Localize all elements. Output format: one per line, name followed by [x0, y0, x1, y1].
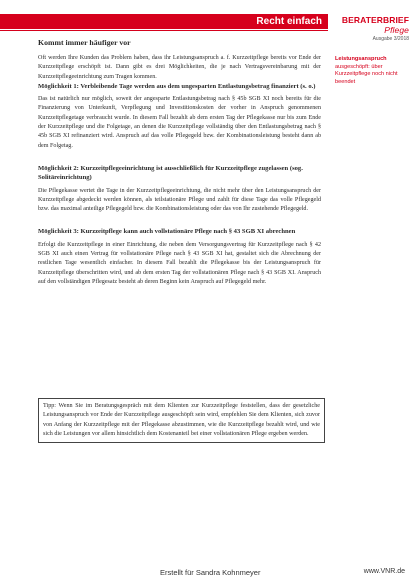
sidebar-note-title: Leistungsanspruch — [335, 56, 387, 62]
section-label: Recht einfach — [256, 16, 322, 27]
option-title: Möglichkeit 3: Kurzzeitpflege kann auch vollstationäre Pflege nach § 43 SGB XI abrechnen — [38, 228, 296, 236]
article-body — [38, 38, 321, 300]
publication-brand — [333, 15, 409, 42]
page-footer — [0, 568, 413, 580]
option-text: Die Pflegekasse wertet die Tage in der Kurzzeitpflegeeinrichtung, die nicht mehr über den Leistungsanspruch der Kurzzeitpflege abgedeckt werden können, als teilstationäre Pflege und zahlt für diese Tage das volle Pflegegeld bzw. das maximal anteilige Pflegegeld bzw. die Kombinationsleistung oder das von Ihr zustehende Pflegegeld. — [38, 187, 321, 213]
sidebar-note — [335, 56, 407, 86]
option-title: Möglichkeit 2: Kurzzeitpflegeeinrichtung ist ausschließlich für Kurzzeitpflege zugelassen (sog. Solitäreinrichtung) — [38, 164, 303, 182]
tip-box: Tipp: Wenn Sie im Beratungsgespräch mit dem Klienten zur Kurzzeitpflege feststellen, dass der gesetzliche Leistungsanspruch vor Ende der Kurzzeitpflege ausgeschöpft sein wird, empfehlen Sie dem Klienten, sich zuvor von Anfang der Kurzzeitpflege mit der Pflegekasse abzustimmen, wie die Kurzzeitpflege bezahlt wird, und wie sich die Leistungen vor allem hinsichtlich dem Kostenanteil bei einer vollstationären Pflege ergeben werden. — [38, 398, 325, 443]
sidebar-note-text: ausgeschöpft: über Kurzzeitpflege noch nicht beendet — [335, 63, 398, 85]
option-block — [38, 164, 321, 214]
footer-url[interactable]: www.VNR.de — [363, 568, 405, 575]
option-title: Möglichkeit 1: Verbleibende Tage werden aus dem ungesparten Entlastungsbetrag finanziert (s. o.) — [38, 82, 316, 90]
article-heading: Kommt immer häufiger vor — [38, 38, 131, 47]
publication-title-italic: Pflege — [384, 25, 409, 35]
publication-title — [333, 15, 409, 35]
header-rule — [0, 30, 328, 31]
option-block — [38, 82, 321, 151]
article-intro: Oft werden Ihre Kunden das Problem haben, dass ihr Leistungsanspruch a. f. Kurzzeitpflege bereits vor Ende der Kurzzeitpflege erschöpft ist. Dann gibt es drei Möglichkeiten, die je nach Vertragsvereinbarung mit der Kurzzeitpflegeeinrichtung zum Tragen kommen. — [38, 55, 321, 80]
section-banner — [0, 14, 328, 29]
footer-credit: Erstellt für Sandra Kohnmeyer — [160, 568, 261, 577]
option-text: Das ist natürlich nur möglich, soweit der angesparte Entlastungsbetrag nach § 45b SGB XI noch bereits für die Finanzierung von Unterkunft, Verpflegung und Investitionskosten der vorher in Anspruch genommenen Kurzzeitpflegetage verbraucht wurde. In diesem Fall bezahlt ab dem ersten Tag der Pflegekasse nur bis zum Ende der Kurzzeitpflege und die Folgetage, an denen die Kurzzeitpflege vollständig über den Entlastungsbetrag nach § 45b SGB XI refinanziert wird. Anspruch auf das volle Pflegegeld bzw. der Kombinationsleistung besteht dann ab dem Folgetag. — [38, 96, 321, 149]
issue-label: Ausgabe 3/2018 — [372, 36, 409, 42]
publication-title-main: BERATERBRIEF — [341, 15, 409, 25]
option-block — [38, 227, 321, 287]
option-text: Erfolgt die Kurzzeitpflege in einer Einrichtung, die neben dem Versorgungsvertrag für Kurzzeitpflege nach § 42 SGB XI auch einen Vertrag für vollstationäre Pflege nach § 43 SGB XI hat, gestaltet sich die Abrechnung der restlichen Tage wesentlich einfacher. In diesem Fall bezahlt die Pflegekasse bis der Leistungsanspruch für Kurzzeitpflege überschritten wird, und ab dem ersten Tag der vollstationären Pflege nach § 43 SGB XI. Anspruch auf den vollständigen Pflegesatz besteht ab deren Beginn kein Anspruch auf Pflegegeld mehr. — [38, 241, 321, 285]
